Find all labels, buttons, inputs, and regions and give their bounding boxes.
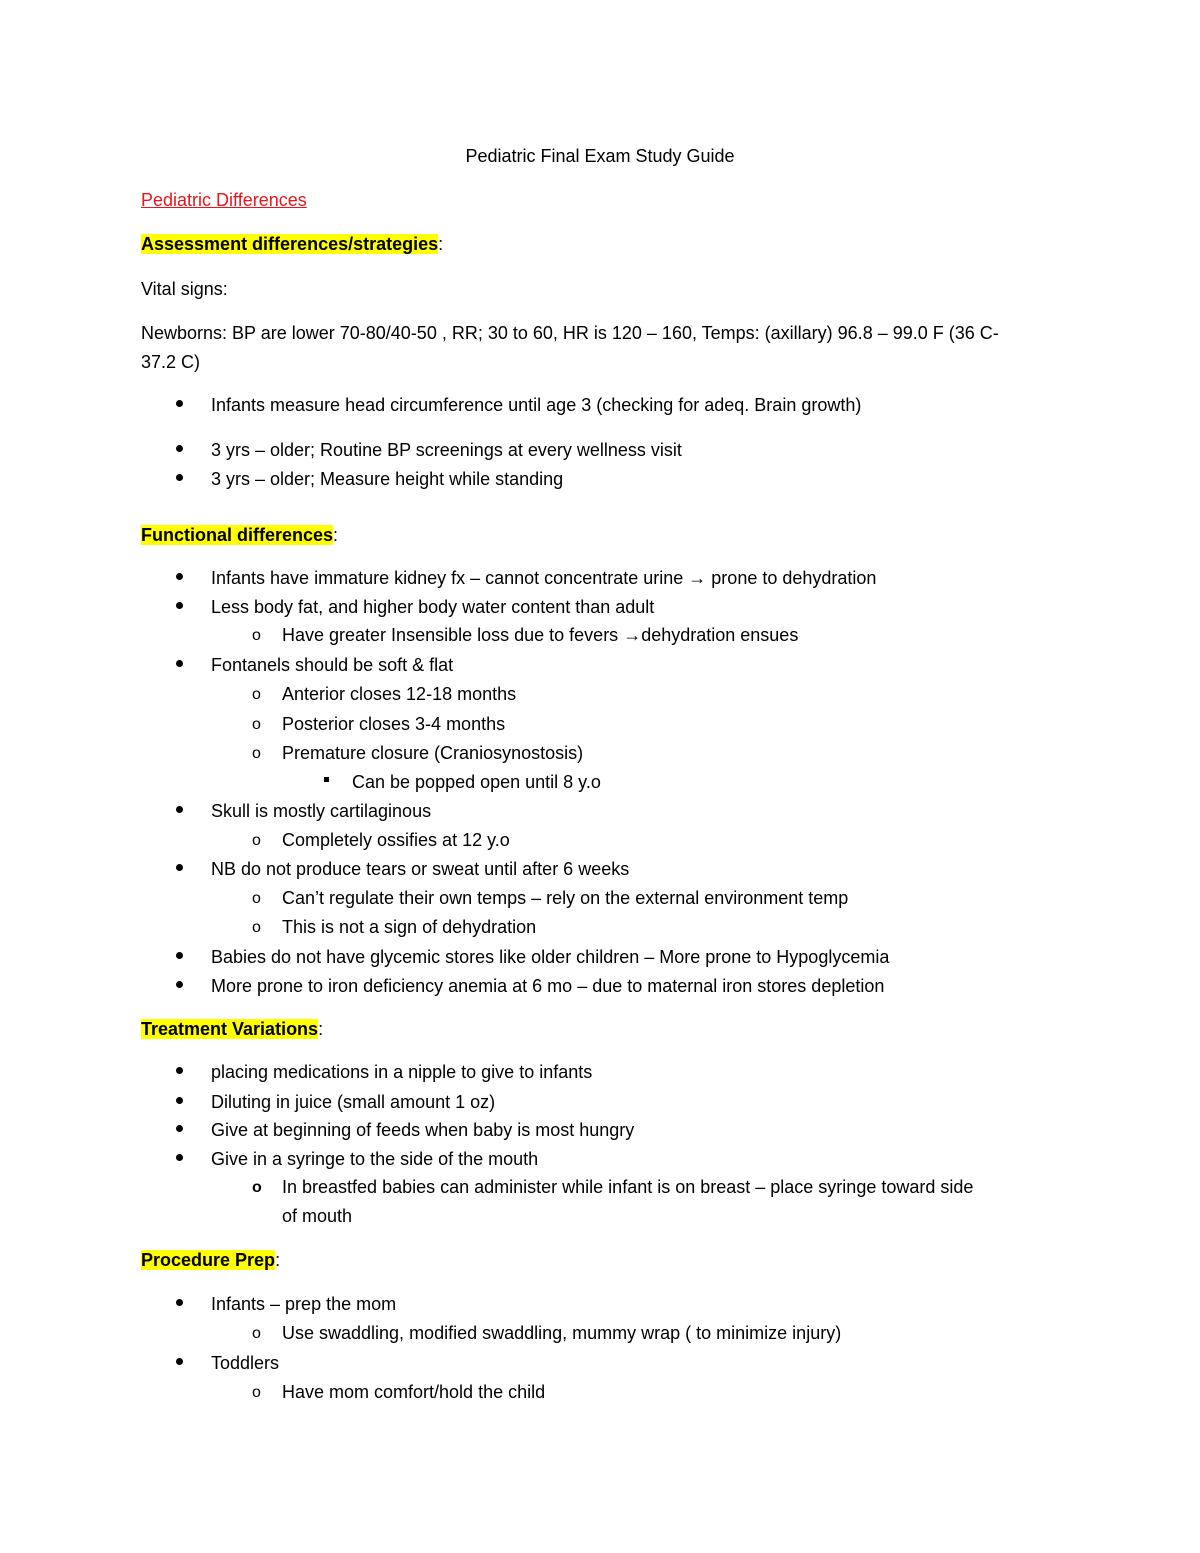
bullet-dot [176, 474, 183, 481]
list-item: Can be popped open until 8 y.o [352, 772, 601, 792]
sub-bullet-icon: o [252, 716, 261, 733]
list-item-text: dehydration ensues [641, 625, 799, 645]
bullet-dot [176, 1097, 183, 1104]
list-item [282, 622, 798, 648]
list-item: Anterior closes 12-18 months [282, 684, 517, 704]
colon: : [275, 1250, 281, 1270]
bullet-dot [176, 1067, 183, 1074]
list-item: placing medications in a nipple to give to infants [211, 1062, 593, 1082]
arrow-icon: → [688, 568, 707, 588]
bullet-dot [176, 952, 183, 959]
list-item: Completely ossifies at 12 y.o [282, 830, 510, 850]
assessment-heading: Assessment differences/strategies [141, 234, 439, 254]
list-item: Give in a syringe to the side of the mouth [211, 1149, 539, 1169]
section-heading: Pediatric Differences [141, 190, 307, 210]
sub-bullet-icon: o [252, 832, 261, 849]
functional-heading-line [141, 522, 338, 548]
bullet-dot [176, 864, 183, 871]
list-item: Give at beginning of feeds when baby is most hungry [211, 1120, 635, 1140]
functional-heading: Functional differences [141, 525, 334, 545]
sub-bullet-icon: o [252, 627, 261, 644]
list-item: More prone to iron deficiency anemia at 6 mo – due to maternal iron stores depletion [211, 976, 885, 996]
colon: : [438, 234, 444, 254]
bullet-dot [176, 602, 183, 609]
list-item: Less body fat, and higher body water content than adult [211, 597, 655, 617]
list-item: NB do not produce tears or sweat until after 6 weeks [211, 859, 630, 879]
sub-bullet-icon: o [252, 686, 261, 703]
sub-bullet-icon: o [252, 890, 261, 907]
list-item-text: Infants have immature kidney fx – cannot concentrate urine [211, 568, 684, 588]
list-item: Can’t regulate their own temps – rely on the external environment temp [282, 888, 849, 908]
bullet-dot [176, 1358, 183, 1365]
list-item-text: prone to dehydration [711, 568, 877, 588]
list-item: Posterior closes 3-4 months [282, 714, 506, 734]
list-item: Infants – prep the mom [211, 1294, 397, 1314]
list-item-text: Have greater Insensible loss due to fevers [282, 625, 619, 645]
list-item [211, 565, 876, 591]
list-item: Diluting in juice (small amount 1 oz) [211, 1092, 496, 1112]
list-item: This is not a sign of dehydration [282, 917, 537, 937]
procedure-heading: Procedure Prep [141, 1250, 276, 1270]
square-bullet-icon [324, 777, 329, 782]
bullet-dot [176, 806, 183, 813]
colon: : [318, 1019, 324, 1039]
list-item: Babies do not have glycemic stores like older children – More prone to Hypoglycemia [211, 947, 890, 967]
bullet-dot [176, 1125, 183, 1132]
procedure-heading-line [141, 1247, 280, 1273]
list-item: Skull is mostly cartilaginous [211, 801, 432, 821]
newborns-vitals-line-2: 37.2 C) [141, 352, 201, 372]
bullet-dot [176, 400, 183, 407]
list-item: In breastfed babies can administer while infant is on breast – place syringe toward side [282, 1177, 974, 1197]
bullet-dot [176, 1299, 183, 1306]
sub-bullet-icon: o [252, 919, 261, 936]
list-item: Toddlers [211, 1353, 280, 1373]
sub-bullet-icon: o [252, 1179, 262, 1196]
list-item: Have mom comfort/hold the child [282, 1382, 546, 1402]
colon: : [333, 525, 339, 545]
bullet-dot [176, 981, 183, 988]
list-item: Use swaddling, modified swaddling, mummy wrap ( to minimize injury) [282, 1323, 842, 1343]
newborns-vitals-line-1: Newborns: BP are lower 70-80/40-50 , RR; 30 to 60, HR is 120 – 160, Temps: (axillary) 96.8 – 99.0 F (36 C- [141, 323, 999, 343]
list-item: Premature closure (Craniosynostosis) [282, 743, 584, 763]
bullet-dot [176, 660, 183, 667]
bullet-dot [176, 573, 183, 580]
treatment-heading-line [141, 1016, 323, 1042]
assessment-heading-line [141, 231, 443, 257]
list-item-continuation: of mouth [282, 1206, 353, 1226]
list-item: 3 yrs – older; Routine BP screenings at every wellness visit [211, 440, 682, 460]
bullet-dot [176, 1154, 183, 1161]
sub-bullet-icon: o [252, 1325, 261, 1342]
sub-bullet-icon: o [252, 1384, 261, 1401]
sub-bullet-icon: o [252, 745, 261, 762]
list-item: Infants measure head circumference until age 3 (checking for adeq. Brain growth) [211, 395, 862, 415]
vital-signs-label: Vital signs: [141, 279, 228, 299]
treatment-heading: Treatment Variations [141, 1019, 319, 1039]
list-item: Fontanels should be soft & flat [211, 655, 454, 675]
bullet-dot [176, 445, 183, 452]
list-item: 3 yrs – older; Measure height while standing [211, 469, 564, 489]
document-title: Pediatric Final Exam Study Guide [465, 146, 735, 166]
arrow-icon: → [623, 625, 642, 645]
